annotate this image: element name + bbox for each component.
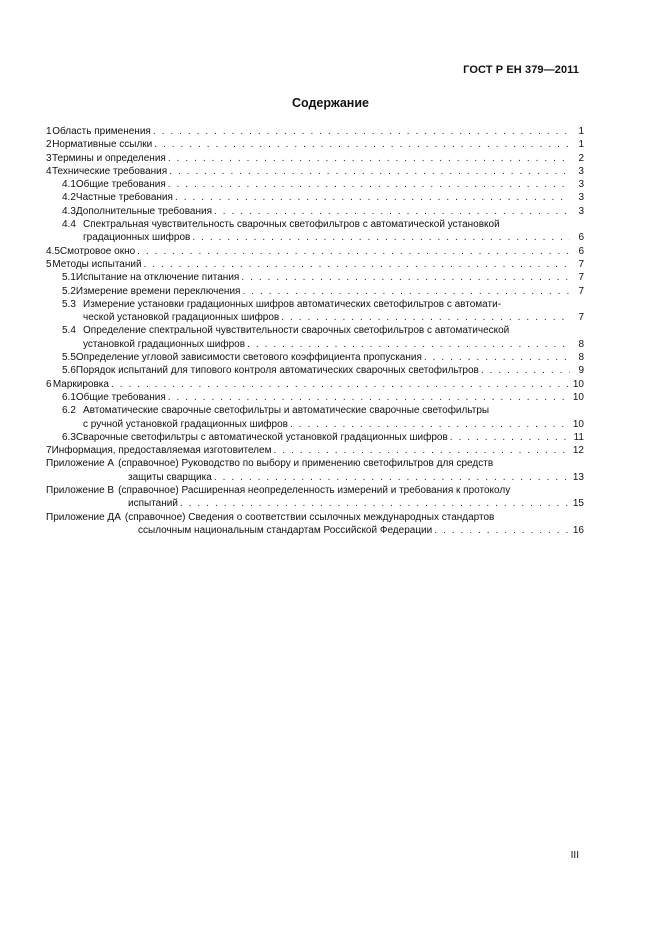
toc-page-number: 7 — [578, 272, 584, 284]
toc-entry — [46, 138, 584, 151]
toc-entry-text: Технические требования — [51, 165, 168, 177]
table-of-contents — [46, 125, 584, 537]
toc-page-number: 2 — [578, 152, 584, 164]
toc-leader-dots — [434, 524, 570, 537]
toc-page-number: 15 — [572, 498, 584, 510]
toc-entry-text: Измерение установки градационных шифров автоматических светофильтров с автомати- — [83, 298, 502, 310]
toc-page-number: 10 — [572, 391, 584, 403]
toc-entry-number: 4.2 — [62, 192, 76, 204]
toc-entry-text: Определение угловой зависимости светового коэффициента пропускания — [75, 352, 422, 364]
toc-leader-dots — [241, 271, 570, 284]
toc-entry — [46, 457, 584, 484]
toc-entry — [46, 351, 584, 364]
toc-entry-text: Порядок испытаний для типового контроля автоматических сварочных светофильтров — [75, 365, 479, 377]
toc-entry-number: Приложение В — [46, 485, 115, 497]
toc-leader-dots — [273, 444, 570, 457]
toc-entry — [46, 205, 584, 218]
toc-entry-text: (справочное) Сведения о соответствии ссылочных международных стандартов — [124, 511, 495, 523]
toc-leader-dots — [111, 378, 570, 391]
toc-entry-number: 4 — [46, 165, 52, 177]
toc-leader-dots — [281, 311, 570, 324]
toc-entry — [46, 152, 584, 165]
toc-entry-number: 6 — [46, 378, 52, 390]
toc-entry — [46, 218, 584, 245]
toc-entry-text: испытаний — [128, 498, 178, 510]
toc-entry-number: 3 — [46, 152, 52, 164]
toc-entry-text: Термины и определения — [51, 152, 166, 164]
toc-page-number: 12 — [572, 445, 584, 457]
toc-entry-text: Автоматические сварочные светофильтры и автоматические сварочные светофильтры — [83, 405, 490, 417]
toc-leader-dots — [214, 205, 570, 218]
page-number: III — [570, 850, 579, 861]
toc-leader-dots — [242, 285, 570, 298]
toc-entry-text: Область применения — [52, 126, 151, 137]
toc-entry-text: ссылочным национальным стандартам Российской Федерации — [138, 524, 433, 536]
toc-entry-text: Информация, предоставляемая изготовителем — [51, 445, 272, 457]
toc-entry-number: 6.1 — [62, 391, 76, 403]
toc-entry — [46, 165, 584, 178]
toc-entry-text: Общие требования — [75, 179, 166, 191]
toc-page-number: 3 — [578, 205, 584, 217]
toc-entry-number: 5 — [46, 258, 52, 270]
toc-page-number: 9 — [578, 365, 584, 377]
toc-leader-dots — [153, 125, 570, 138]
toc-entry-text: с ручной установкой градационных шифров — [83, 418, 288, 430]
toc-page-number: 7 — [578, 312, 584, 324]
toc-entry-text: Методы испытаний — [52, 258, 142, 270]
toc-leader-dots — [247, 338, 570, 351]
toc-entry — [46, 324, 584, 351]
toc-entry — [46, 191, 584, 204]
toc-entry — [46, 258, 584, 271]
toc-entry-text: Определение спектральной чувствительности сварочных светофильтров с автоматической — [83, 325, 510, 337]
toc-leader-dots — [450, 431, 570, 444]
toc-entry-text: Общие требования — [75, 391, 166, 403]
toc-entry-text: защиты сварщика — [128, 471, 212, 483]
toc-page-number: 8 — [578, 352, 584, 364]
toc-entry — [46, 178, 584, 191]
toc-entry-number: 5.3 — [62, 298, 76, 310]
toc-page-number: 3 — [578, 165, 584, 177]
toc-leader-dots — [424, 351, 570, 364]
toc-entry-text: Нормативные ссылки — [52, 139, 153, 151]
toc-leader-dots — [144, 258, 570, 271]
toc-entry-number: 5.5 — [62, 352, 76, 364]
toc-leader-dots — [169, 165, 570, 178]
standard-designation: ГОСТ Р ЕН 379—2011 — [463, 64, 579, 76]
toc-leader-dots — [175, 191, 570, 204]
toc-leader-dots — [168, 391, 570, 404]
toc-entry — [46, 511, 584, 538]
toc-entry — [46, 378, 584, 391]
toc-entry-number: 6.2 — [62, 405, 76, 417]
toc-entry-number: 5.2 — [62, 285, 76, 297]
toc-page-number: 16 — [572, 524, 584, 536]
toc-entry-number: 1 — [46, 126, 52, 137]
toc-leader-dots — [137, 245, 570, 258]
toc-entry — [46, 404, 584, 431]
toc-entry — [46, 364, 584, 377]
toc-page-number: 13 — [572, 471, 584, 483]
toc-entry-number: 4.3 — [62, 205, 76, 217]
toc-page-number: 6 — [578, 232, 584, 244]
toc-page-number: 1 — [578, 139, 584, 151]
toc-page-number: 10 — [572, 378, 584, 390]
toc-leader-dots — [214, 471, 570, 484]
toc-page-number: 8 — [578, 338, 584, 350]
toc-entry-text: Сварочные светофильтры с автоматической установкой градационных шифров — [75, 431, 448, 443]
toc-entry — [46, 271, 584, 284]
toc-entry-text: Дополнительные требования — [75, 205, 213, 217]
toc-leader-dots — [154, 138, 570, 151]
toc-entry-number: Приложение А — [46, 458, 115, 470]
toc-entry-number: 2 — [46, 139, 52, 151]
page-title: Содержание — [291, 96, 369, 110]
toc-entry-text: Испытание на отключение питания — [75, 272, 240, 284]
toc-leader-dots — [290, 418, 570, 431]
toc-entry-text: Частные требования — [75, 192, 173, 204]
toc-page-number: 10 — [572, 418, 584, 430]
toc-entry-number: 4.5 — [46, 245, 60, 257]
toc-entry — [46, 245, 584, 258]
toc-entry — [46, 298, 584, 325]
toc-leader-dots — [168, 178, 570, 191]
toc-entry — [46, 431, 584, 444]
toc-leader-dots — [192, 231, 570, 244]
toc-entry — [46, 444, 584, 457]
toc-entry-text: ческой установкой градационных шифров — [83, 312, 280, 324]
toc-entry-number: 5.1 — [62, 272, 76, 284]
toc-page-number: 6 — [578, 245, 584, 257]
toc-leader-dots — [481, 364, 570, 377]
toc-page-number: 7 — [578, 258, 584, 270]
toc-entry — [46, 285, 584, 298]
toc-entry-number: 5.6 — [62, 365, 76, 377]
toc-entry-text: Маркировка — [52, 378, 109, 390]
toc-entry-number: 4.4 — [62, 219, 76, 231]
toc-entry-text: градационных шифров — [83, 232, 191, 244]
toc-entry-text: установкой градационных шифров — [83, 338, 246, 350]
toc-entry — [46, 391, 584, 404]
toc-entry-number: 4.1 — [62, 179, 76, 191]
toc-entry-text: (справочное) Расширенная неопределенность измерений и требования к протоколу — [118, 485, 511, 497]
toc-page-number: 7 — [578, 285, 584, 297]
toc-page-number: 11 — [573, 431, 584, 443]
toc-entry-text: Измерение времени переключения — [75, 285, 241, 297]
toc-page-number: 3 — [578, 179, 584, 191]
toc-entry-number: 7 — [46, 445, 52, 457]
toc-entry-number: Приложение ДА — [46, 511, 121, 523]
toc-entry — [46, 125, 584, 138]
toc-entry — [46, 484, 584, 511]
toc-entry-text: Спектральная чувствительность сварочных светофильтров с автоматической установкой — [83, 219, 500, 231]
toc-page-number: 1 — [578, 126, 584, 137]
toc-entry-text: Смотровое окно — [59, 245, 136, 257]
toc-leader-dots — [168, 152, 570, 165]
toc-entry-number: 5.4 — [62, 325, 76, 337]
toc-entry-number: 6.3 — [62, 431, 76, 443]
toc-leader-dots — [180, 497, 570, 510]
toc-entry-text: (справочное) Руководство по выбору и применению светофильтров для средств — [118, 458, 494, 470]
toc-page-number: 3 — [578, 192, 584, 204]
